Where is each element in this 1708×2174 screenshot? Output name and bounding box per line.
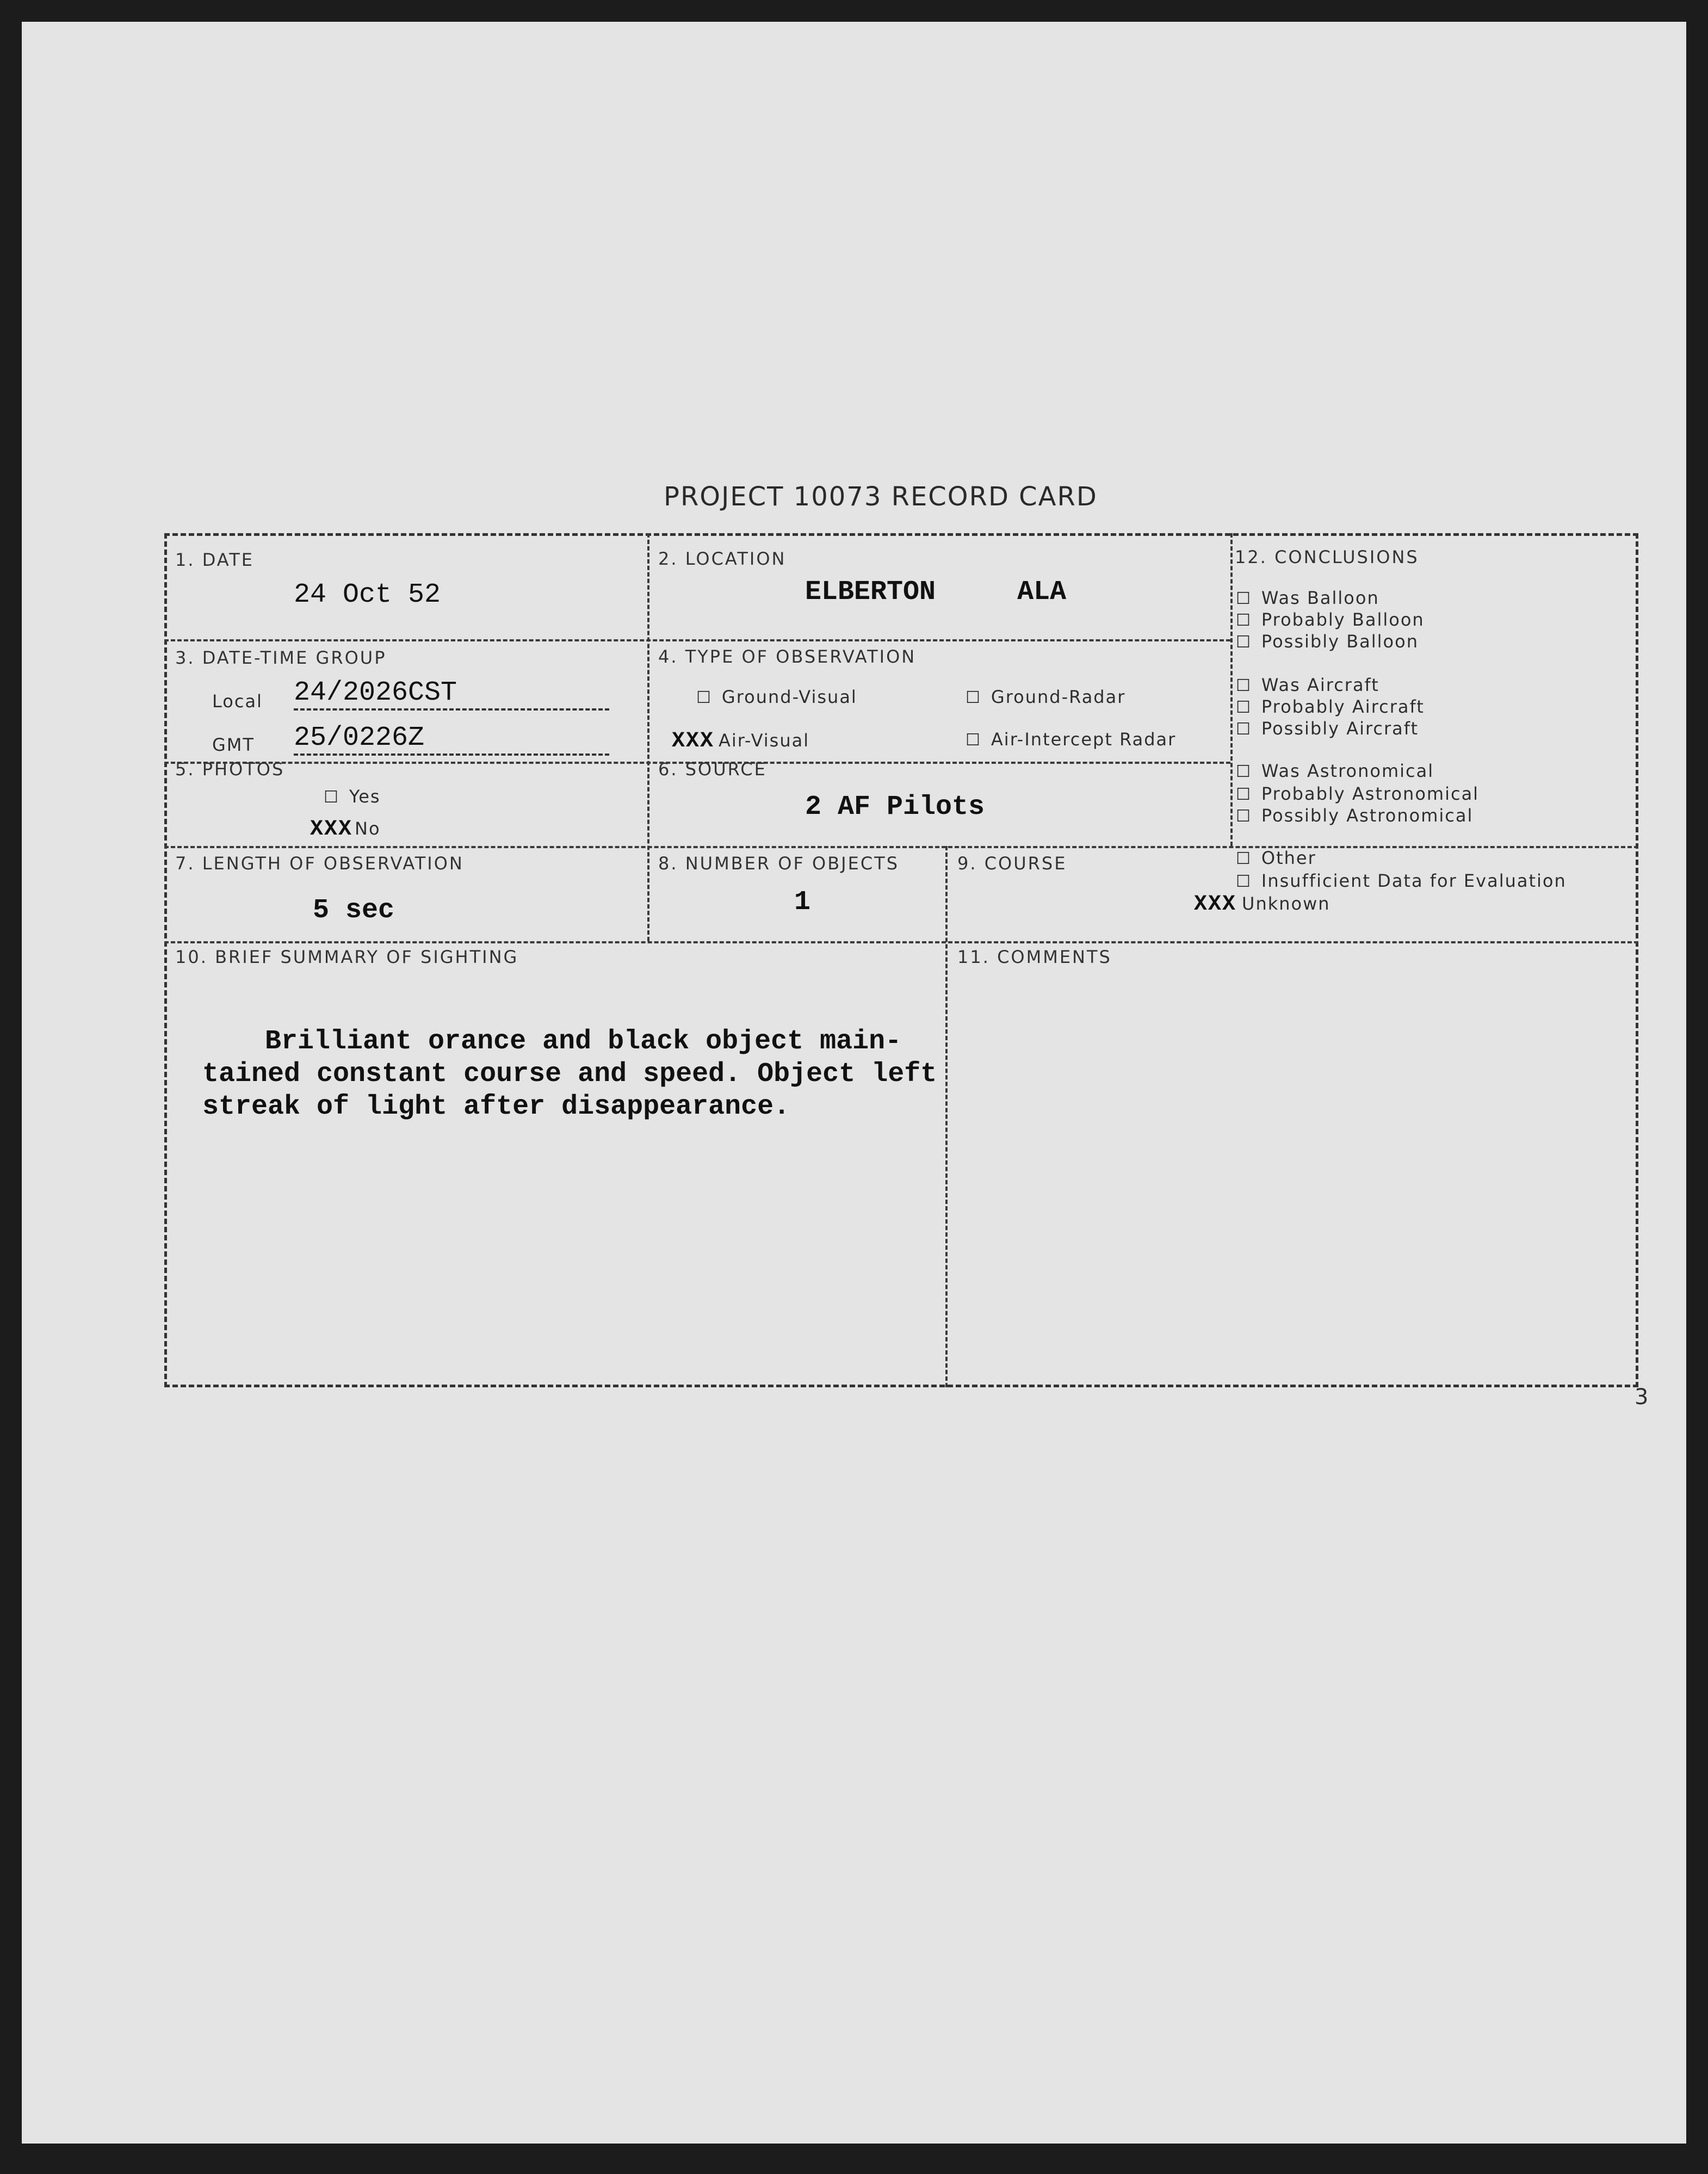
row-divider	[164, 846, 1638, 848]
option-ground-radar: ☐ Ground-Radar	[966, 687, 1126, 707]
option-ground-visual: ☐ Ground-Visual	[696, 687, 857, 707]
location-label: 2. LOCATION	[658, 548, 787, 569]
summary-text	[202, 1026, 953, 1123]
row-divider	[164, 941, 1638, 943]
length-label: 7. LENGTH OF OBSERVATION	[175, 853, 464, 874]
summary-line: streak of light after disappearance.	[202, 1091, 790, 1122]
summary-line: tained constant course and speed. Object left	[202, 1059, 937, 1090]
conclusion-other: ☐ Other	[1236, 848, 1316, 868]
photos-label: 5. PHOTOS	[175, 759, 285, 780]
page-number: 3	[1635, 1385, 1650, 1410]
type-of-observation-label: 4. TYPE OF OBSERVATION	[658, 646, 917, 667]
checkbox-icon: ☐	[1236, 633, 1252, 652]
checkbox-icon: ☐	[1236, 785, 1252, 804]
row-divider	[164, 639, 1230, 641]
column-divider	[1230, 533, 1233, 846]
conclusion-was-balloon: ☐ Was Balloon	[1236, 588, 1379, 608]
conclusion-was-aircraft: ☐ Was Aircraft	[1236, 675, 1379, 695]
gmt-label: GMT	[212, 734, 255, 755]
number-of-objects-label: 8. NUMBER OF OBJECTS	[658, 853, 900, 874]
checkbox-icon: ☐	[1236, 698, 1252, 717]
conclusion-possibly-aircraft: ☐ Possibly Aircraft	[1236, 718, 1419, 739]
checkbox-icon: ☐	[1236, 872, 1252, 891]
option-air-intercept-radar: ☐ Air-Intercept Radar	[966, 729, 1177, 750]
conclusion-probably-astronomical: ☐ Probably Astronomical	[1236, 783, 1480, 804]
local-time-value: 24/2026CST	[294, 677, 609, 711]
checked-mark: XXX	[672, 729, 715, 754]
photos-yes-option: ☐ Yes	[324, 786, 381, 807]
conclusion-probably-balloon: ☐ Probably Balloon	[1236, 609, 1425, 630]
checkbox-icon: ☐	[1236, 611, 1252, 630]
option-air-visual: XXX Air-Visual	[672, 729, 810, 754]
conclusion-possibly-astronomical: ☐ Possibly Astronomical	[1236, 805, 1474, 826]
conclusion-was-astronomical: ☐ Was Astronomical	[1236, 761, 1434, 781]
checkbox-icon: ☐	[696, 688, 712, 707]
source-label: 6. SOURCE	[658, 759, 767, 780]
date-time-group-label: 3. DATE-TIME GROUP	[175, 647, 387, 668]
conclusions-label: 12. CONCLUSIONS	[1235, 547, 1419, 567]
number-of-objects-value: 1	[794, 887, 811, 918]
date-value: 24 Oct 52	[294, 579, 441, 610]
source-value: 2 AF Pilots	[805, 792, 985, 823]
checkbox-icon: ☐	[1236, 720, 1252, 739]
checkbox-icon: ☐	[1236, 589, 1252, 608]
summary-label: 10. BRIEF SUMMARY OF SIGHTING	[175, 947, 519, 967]
conclusion-insufficient-data: ☐ Insufficient Data for Evaluation	[1236, 870, 1567, 891]
document-page	[22, 22, 1686, 2144]
conclusion-unknown: XXX Unknown	[1194, 892, 1330, 917]
checkbox-icon: ☐	[1236, 849, 1252, 868]
summary-line: Brilliant orance and black object main-	[265, 1026, 902, 1057]
length-value: 5 sec	[313, 895, 395, 926]
conclusion-possibly-balloon: ☐ Possibly Balloon	[1236, 631, 1419, 652]
checkbox-icon: ☐	[1236, 807, 1252, 826]
date-label: 1. DATE	[175, 549, 254, 570]
comments-label: 11. COMMENTS	[957, 947, 1112, 967]
checkbox-icon: ☐	[1236, 762, 1252, 781]
checkbox-icon: ☐	[1236, 676, 1252, 695]
column-divider	[647, 533, 649, 941]
checked-mark: XXX	[310, 817, 353, 842]
checkbox-icon: ☐	[966, 731, 981, 750]
checked-mark: XXX	[1194, 892, 1237, 917]
course-label: 9. COURSE	[957, 853, 1067, 874]
conclusion-probably-aircraft: ☐ Probably Aircraft	[1236, 696, 1425, 717]
location-value: ELBERTON ALA	[805, 577, 1067, 608]
checkbox-icon: ☐	[324, 788, 339, 807]
checkbox-icon: ☐	[966, 688, 981, 707]
local-label: Local	[212, 691, 263, 712]
card-title: PROJECT 10073 RECORD CARD	[664, 481, 1098, 512]
photos-no-option: XXX No	[310, 817, 381, 842]
gmt-time-value: 25/0226Z	[294, 722, 609, 756]
